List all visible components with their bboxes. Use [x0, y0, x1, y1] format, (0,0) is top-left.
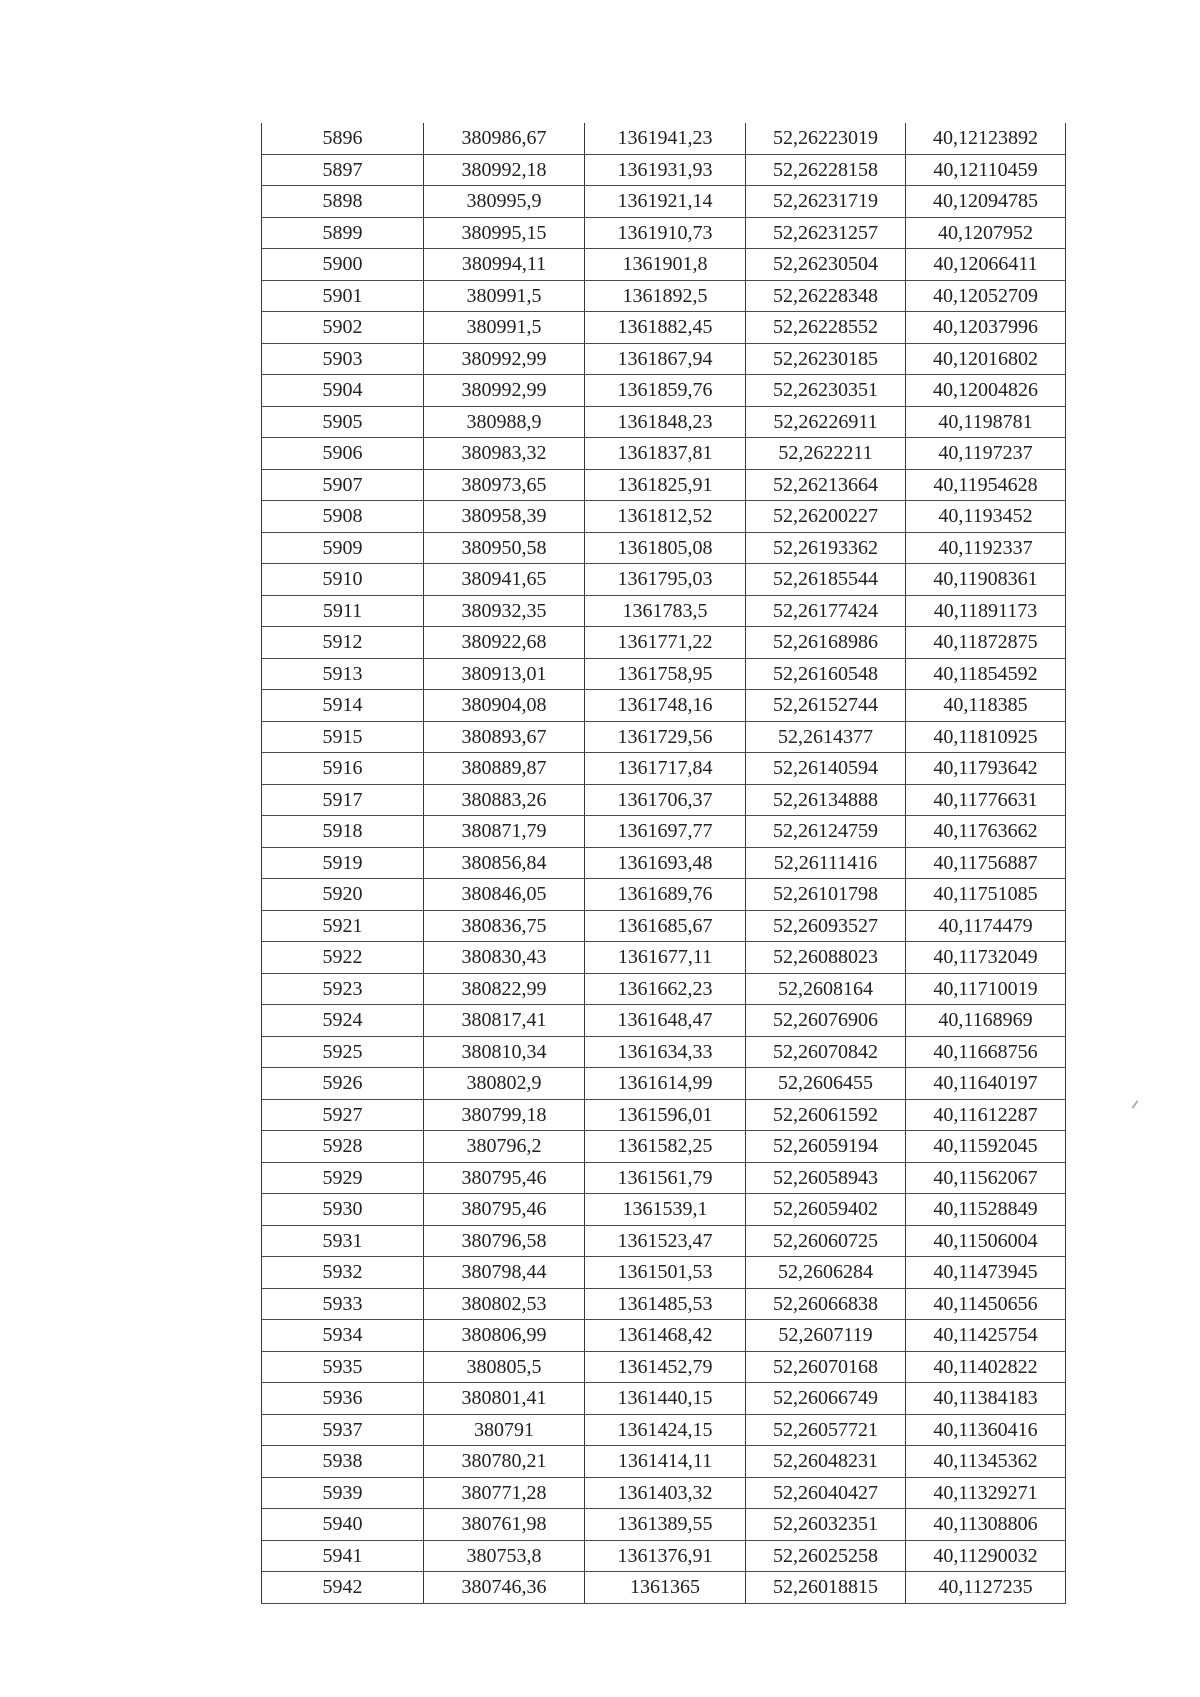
- y-coordinate-cell: 1361795,03: [585, 564, 746, 596]
- table-row: [262, 375, 1066, 407]
- table-row: [262, 973, 1066, 1005]
- y-coordinate-cell: 1361825,91: [585, 469, 746, 501]
- y-coordinate-cell: 1361717,84: [585, 753, 746, 785]
- table-row: [262, 595, 1066, 627]
- x-coordinate-cell: 380995,15: [424, 217, 585, 249]
- longitude-cell: 40,118385: [906, 690, 1066, 722]
- latitude-cell: 52,2608164: [746, 973, 906, 1005]
- y-coordinate-cell: 1361468,42: [585, 1320, 746, 1352]
- latitude-cell: 52,26140594: [746, 753, 906, 785]
- y-coordinate-cell: 1361648,47: [585, 1005, 746, 1037]
- x-coordinate-cell: 380988,9: [424, 406, 585, 438]
- y-coordinate-cell: 1361677,11: [585, 942, 746, 974]
- x-coordinate-cell: 380986,67: [424, 123, 585, 154]
- x-coordinate-cell: 380795,46: [424, 1194, 585, 1226]
- longitude-cell: 40,12016802: [906, 343, 1066, 375]
- table-row: [262, 721, 1066, 753]
- point-number-cell: 5919: [262, 847, 424, 879]
- longitude-cell: 40,11640197: [906, 1068, 1066, 1100]
- x-coordinate-cell: 380799,18: [424, 1099, 585, 1131]
- latitude-cell: 52,26231719: [746, 186, 906, 218]
- y-coordinate-cell: 1361859,76: [585, 375, 746, 407]
- table-row: [262, 942, 1066, 974]
- longitude-cell: 40,12110459: [906, 154, 1066, 186]
- latitude-cell: 52,26231257: [746, 217, 906, 249]
- x-coordinate-cell: 380856,84: [424, 847, 585, 879]
- point-number-cell: 5896: [262, 123, 424, 154]
- table-row: [262, 1351, 1066, 1383]
- coordinates-table: [261, 123, 1066, 1604]
- longitude-cell: 40,11776631: [906, 784, 1066, 816]
- latitude-cell: 52,26057721: [746, 1414, 906, 1446]
- x-coordinate-cell: 380761,98: [424, 1509, 585, 1541]
- longitude-cell: 40,11425754: [906, 1320, 1066, 1352]
- y-coordinate-cell: 1361523,47: [585, 1225, 746, 1257]
- latitude-cell: 52,26040427: [746, 1477, 906, 1509]
- point-number-cell: 5912: [262, 627, 424, 659]
- longitude-cell: 40,12052709: [906, 280, 1066, 312]
- point-number-cell: 5935: [262, 1351, 424, 1383]
- latitude-cell: 52,26223019: [746, 123, 906, 154]
- y-coordinate-cell: 1361697,77: [585, 816, 746, 848]
- latitude-cell: 52,26059402: [746, 1194, 906, 1226]
- y-coordinate-cell: 1361582,25: [585, 1131, 746, 1163]
- x-coordinate-cell: 380983,32: [424, 438, 585, 470]
- table-row: [262, 1257, 1066, 1289]
- x-coordinate-cell: 380871,79: [424, 816, 585, 848]
- scan-mark: [1132, 1100, 1139, 1109]
- longitude-cell: 40,11954628: [906, 469, 1066, 501]
- point-number-cell: 5907: [262, 469, 424, 501]
- table-row: [262, 1383, 1066, 1415]
- longitude-cell: 40,12004826: [906, 375, 1066, 407]
- y-coordinate-cell: 1361596,01: [585, 1099, 746, 1131]
- table-row: [262, 249, 1066, 281]
- x-coordinate-cell: 380802,53: [424, 1288, 585, 1320]
- longitude-cell: 40,1207952: [906, 217, 1066, 249]
- point-number-cell: 5930: [262, 1194, 424, 1226]
- point-number-cell: 5938: [262, 1446, 424, 1478]
- longitude-cell: 40,11450656: [906, 1288, 1066, 1320]
- y-coordinate-cell: 1361867,94: [585, 343, 746, 375]
- latitude-cell: 52,26101798: [746, 879, 906, 911]
- y-coordinate-cell: 1361771,22: [585, 627, 746, 659]
- x-coordinate-cell: 380913,01: [424, 658, 585, 690]
- table-row: [262, 627, 1066, 659]
- x-coordinate-cell: 380932,35: [424, 595, 585, 627]
- x-coordinate-cell: 380798,44: [424, 1257, 585, 1289]
- point-number-cell: 5909: [262, 532, 424, 564]
- table-row: [262, 186, 1066, 218]
- point-number-cell: 5905: [262, 406, 424, 438]
- point-number-cell: 5914: [262, 690, 424, 722]
- latitude-cell: 52,26213664: [746, 469, 906, 501]
- table-body: [262, 123, 1066, 1603]
- point-number-cell: 5937: [262, 1414, 424, 1446]
- y-coordinate-cell: 1361812,52: [585, 501, 746, 533]
- y-coordinate-cell: 1361837,81: [585, 438, 746, 470]
- longitude-cell: 40,11710019: [906, 973, 1066, 1005]
- x-coordinate-cell: 380806,99: [424, 1320, 585, 1352]
- longitude-cell: 40,11528849: [906, 1194, 1066, 1226]
- x-coordinate-cell: 380958,39: [424, 501, 585, 533]
- table-row: [262, 879, 1066, 911]
- latitude-cell: 52,2614377: [746, 721, 906, 753]
- point-number-cell: 5911: [262, 595, 424, 627]
- table-row: [262, 1162, 1066, 1194]
- y-coordinate-cell: 1361748,16: [585, 690, 746, 722]
- point-number-cell: 5929: [262, 1162, 424, 1194]
- x-coordinate-cell: 380801,41: [424, 1383, 585, 1415]
- x-coordinate-cell: 380893,67: [424, 721, 585, 753]
- table-row: [262, 532, 1066, 564]
- longitude-cell: 40,11908361: [906, 564, 1066, 596]
- table-row: [262, 1036, 1066, 1068]
- point-number-cell: 5920: [262, 879, 424, 911]
- point-number-cell: 5933: [262, 1288, 424, 1320]
- latitude-cell: 52,26070168: [746, 1351, 906, 1383]
- point-number-cell: 5926: [262, 1068, 424, 1100]
- x-coordinate-cell: 380994,11: [424, 249, 585, 281]
- point-number-cell: 5918: [262, 816, 424, 848]
- y-coordinate-cell: 1361783,5: [585, 595, 746, 627]
- x-coordinate-cell: 380802,9: [424, 1068, 585, 1100]
- table-row: [262, 1068, 1066, 1100]
- y-coordinate-cell: 1361634,33: [585, 1036, 746, 1068]
- table-row: [262, 501, 1066, 533]
- longitude-cell: 40,11345362: [906, 1446, 1066, 1478]
- table-row: [262, 312, 1066, 344]
- x-coordinate-cell: 380904,08: [424, 690, 585, 722]
- table-row: [262, 1446, 1066, 1478]
- x-coordinate-cell: 380973,65: [424, 469, 585, 501]
- point-number-cell: 5923: [262, 973, 424, 1005]
- latitude-cell: 52,26228158: [746, 154, 906, 186]
- point-number-cell: 5936: [262, 1383, 424, 1415]
- latitude-cell: 52,26160548: [746, 658, 906, 690]
- longitude-cell: 40,1192337: [906, 532, 1066, 564]
- y-coordinate-cell: 1361539,1: [585, 1194, 746, 1226]
- table-row: [262, 910, 1066, 942]
- x-coordinate-cell: 380836,75: [424, 910, 585, 942]
- longitude-cell: 40,12037996: [906, 312, 1066, 344]
- point-number-cell: 5924: [262, 1005, 424, 1037]
- longitude-cell: 40,11872875: [906, 627, 1066, 659]
- table-row: [262, 1509, 1066, 1541]
- latitude-cell: 52,26124759: [746, 816, 906, 848]
- point-number-cell: 5906: [262, 438, 424, 470]
- point-number-cell: 5908: [262, 501, 424, 533]
- x-coordinate-cell: 380796,58: [424, 1225, 585, 1257]
- latitude-cell: 52,26200227: [746, 501, 906, 533]
- table-row: [262, 1225, 1066, 1257]
- latitude-cell: 52,26168986: [746, 627, 906, 659]
- y-coordinate-cell: 1361389,55: [585, 1509, 746, 1541]
- longitude-cell: 40,11402822: [906, 1351, 1066, 1383]
- longitude-cell: 40,11329271: [906, 1477, 1066, 1509]
- y-coordinate-cell: 1361365: [585, 1572, 746, 1604]
- longitude-cell: 40,11290032: [906, 1540, 1066, 1572]
- y-coordinate-cell: 1361485,53: [585, 1288, 746, 1320]
- point-number-cell: 5931: [262, 1225, 424, 1257]
- latitude-cell: 52,26134888: [746, 784, 906, 816]
- longitude-cell: 40,11506004: [906, 1225, 1066, 1257]
- table-row: [262, 658, 1066, 690]
- point-number-cell: 5901: [262, 280, 424, 312]
- point-number-cell: 5925: [262, 1036, 424, 1068]
- table-row: [262, 280, 1066, 312]
- y-coordinate-cell: 1361685,67: [585, 910, 746, 942]
- y-coordinate-cell: 1361931,93: [585, 154, 746, 186]
- table-row: [262, 690, 1066, 722]
- x-coordinate-cell: 380771,28: [424, 1477, 585, 1509]
- longitude-cell: 40,11473945: [906, 1257, 1066, 1289]
- latitude-cell: 52,26060725: [746, 1225, 906, 1257]
- x-coordinate-cell: 380922,68: [424, 627, 585, 659]
- latitude-cell: 52,26066838: [746, 1288, 906, 1320]
- point-number-cell: 5898: [262, 186, 424, 218]
- point-number-cell: 5902: [262, 312, 424, 344]
- table-row: [262, 1005, 1066, 1037]
- longitude-cell: 40,1127235: [906, 1572, 1066, 1604]
- table-row: [262, 217, 1066, 249]
- x-coordinate-cell: 380992,99: [424, 343, 585, 375]
- table-row: [262, 1288, 1066, 1320]
- table-row: [262, 406, 1066, 438]
- y-coordinate-cell: 1361901,8: [585, 249, 746, 281]
- point-number-cell: 5899: [262, 217, 424, 249]
- point-number-cell: 5928: [262, 1131, 424, 1163]
- latitude-cell: 52,26066749: [746, 1383, 906, 1415]
- table-row: [262, 154, 1066, 186]
- longitude-cell: 40,11732049: [906, 942, 1066, 974]
- table-row: [262, 1194, 1066, 1226]
- longitude-cell: 40,1197237: [906, 438, 1066, 470]
- y-coordinate-cell: 1361758,95: [585, 658, 746, 690]
- table-row: [262, 1099, 1066, 1131]
- longitude-cell: 40,11751085: [906, 879, 1066, 911]
- longitude-cell: 40,1174479: [906, 910, 1066, 942]
- latitude-cell: 52,26059194: [746, 1131, 906, 1163]
- latitude-cell: 52,26185544: [746, 564, 906, 596]
- latitude-cell: 52,2606284: [746, 1257, 906, 1289]
- y-coordinate-cell: 1361376,91: [585, 1540, 746, 1572]
- longitude-cell: 40,11756887: [906, 847, 1066, 879]
- point-number-cell: 5932: [262, 1257, 424, 1289]
- point-number-cell: 5941: [262, 1540, 424, 1572]
- x-coordinate-cell: 380795,46: [424, 1162, 585, 1194]
- point-number-cell: 5939: [262, 1477, 424, 1509]
- y-coordinate-cell: 1361941,23: [585, 123, 746, 154]
- table-row: [262, 1477, 1066, 1509]
- x-coordinate-cell: 380805,5: [424, 1351, 585, 1383]
- x-coordinate-cell: 380941,65: [424, 564, 585, 596]
- x-coordinate-cell: 380889,87: [424, 753, 585, 785]
- longitude-cell: 40,11308806: [906, 1509, 1066, 1541]
- point-number-cell: 5921: [262, 910, 424, 942]
- x-coordinate-cell: 380992,99: [424, 375, 585, 407]
- x-coordinate-cell: 380883,26: [424, 784, 585, 816]
- longitude-cell: 40,11763662: [906, 816, 1066, 848]
- y-coordinate-cell: 1361910,73: [585, 217, 746, 249]
- x-coordinate-cell: 380992,18: [424, 154, 585, 186]
- latitude-cell: 52,26111416: [746, 847, 906, 879]
- x-coordinate-cell: 380810,34: [424, 1036, 585, 1068]
- y-coordinate-cell: 1361403,32: [585, 1477, 746, 1509]
- y-coordinate-cell: 1361424,15: [585, 1414, 746, 1446]
- latitude-cell: 52,26018815: [746, 1572, 906, 1604]
- point-number-cell: 5913: [262, 658, 424, 690]
- y-coordinate-cell: 1361848,23: [585, 406, 746, 438]
- point-number-cell: 5897: [262, 154, 424, 186]
- y-coordinate-cell: 1361414,11: [585, 1446, 746, 1478]
- x-coordinate-cell: 380950,58: [424, 532, 585, 564]
- longitude-cell: 40,11854592: [906, 658, 1066, 690]
- longitude-cell: 40,12094785: [906, 186, 1066, 218]
- point-number-cell: 5927: [262, 1099, 424, 1131]
- x-coordinate-cell: 380780,21: [424, 1446, 585, 1478]
- latitude-cell: 52,26058943: [746, 1162, 906, 1194]
- latitude-cell: 52,26177424: [746, 595, 906, 627]
- x-coordinate-cell: 380830,43: [424, 942, 585, 974]
- latitude-cell: 52,26076906: [746, 1005, 906, 1037]
- y-coordinate-cell: 1361693,48: [585, 847, 746, 879]
- y-coordinate-cell: 1361689,76: [585, 879, 746, 911]
- latitude-cell: 52,26061592: [746, 1099, 906, 1131]
- x-coordinate-cell: 380796,2: [424, 1131, 585, 1163]
- longitude-cell: 40,12123892: [906, 123, 1066, 154]
- table-row: [262, 1572, 1066, 1604]
- y-coordinate-cell: 1361501,53: [585, 1257, 746, 1289]
- latitude-cell: 52,26032351: [746, 1509, 906, 1541]
- x-coordinate-cell: 380746,36: [424, 1572, 585, 1604]
- latitude-cell: 52,26230504: [746, 249, 906, 281]
- latitude-cell: 52,26088023: [746, 942, 906, 974]
- longitude-cell: 40,11384183: [906, 1383, 1066, 1415]
- latitude-cell: 52,26230185: [746, 343, 906, 375]
- longitude-cell: 40,11891173: [906, 595, 1066, 627]
- longitude-cell: 40,11612287: [906, 1099, 1066, 1131]
- point-number-cell: 5942: [262, 1572, 424, 1604]
- table-row: [262, 564, 1066, 596]
- longitude-cell: 40,11592045: [906, 1131, 1066, 1163]
- point-number-cell: 5903: [262, 343, 424, 375]
- latitude-cell: 52,26228348: [746, 280, 906, 312]
- point-number-cell: 5917: [262, 784, 424, 816]
- y-coordinate-cell: 1361662,23: [585, 973, 746, 1005]
- point-number-cell: 5904: [262, 375, 424, 407]
- longitude-cell: 40,11668756: [906, 1036, 1066, 1068]
- longitude-cell: 40,1193452: [906, 501, 1066, 533]
- latitude-cell: 52,26048231: [746, 1446, 906, 1478]
- latitude-cell: 52,2607119: [746, 1320, 906, 1352]
- y-coordinate-cell: 1361882,45: [585, 312, 746, 344]
- x-coordinate-cell: 380846,05: [424, 879, 585, 911]
- point-number-cell: 5915: [262, 721, 424, 753]
- y-coordinate-cell: 1361614,99: [585, 1068, 746, 1100]
- point-number-cell: 5900: [262, 249, 424, 281]
- longitude-cell: 40,12066411: [906, 249, 1066, 281]
- point-number-cell: 5922: [262, 942, 424, 974]
- y-coordinate-cell: 1361892,5: [585, 280, 746, 312]
- longitude-cell: 40,11562067: [906, 1162, 1066, 1194]
- latitude-cell: 52,26226911: [746, 406, 906, 438]
- table-row: [262, 1540, 1066, 1572]
- x-coordinate-cell: 380822,99: [424, 973, 585, 1005]
- latitude-cell: 52,26070842: [746, 1036, 906, 1068]
- x-coordinate-cell: 380791: [424, 1414, 585, 1446]
- x-coordinate-cell: 380991,5: [424, 312, 585, 344]
- longitude-cell: 40,11360416: [906, 1414, 1066, 1446]
- table-row: [262, 816, 1066, 848]
- latitude-cell: 52,26230351: [746, 375, 906, 407]
- longitude-cell: 40,1168969: [906, 1005, 1066, 1037]
- y-coordinate-cell: 1361805,08: [585, 532, 746, 564]
- latitude-cell: 52,26025258: [746, 1540, 906, 1572]
- latitude-cell: 52,2606455: [746, 1068, 906, 1100]
- latitude-cell: 52,26093527: [746, 910, 906, 942]
- latitude-cell: 52,26152744: [746, 690, 906, 722]
- table-row: [262, 1320, 1066, 1352]
- table-row: [262, 343, 1066, 375]
- x-coordinate-cell: 380995,9: [424, 186, 585, 218]
- table-row: [262, 847, 1066, 879]
- latitude-cell: 52,26228552: [746, 312, 906, 344]
- point-number-cell: 5910: [262, 564, 424, 596]
- y-coordinate-cell: 1361452,79: [585, 1351, 746, 1383]
- latitude-cell: 52,2622211: [746, 438, 906, 470]
- longitude-cell: 40,1198781: [906, 406, 1066, 438]
- table-row: [262, 469, 1066, 501]
- longitude-cell: 40,11810925: [906, 721, 1066, 753]
- longitude-cell: 40,11793642: [906, 753, 1066, 785]
- point-number-cell: 5940: [262, 1509, 424, 1541]
- x-coordinate-cell: 380753,8: [424, 1540, 585, 1572]
- x-coordinate-cell: 380817,41: [424, 1005, 585, 1037]
- y-coordinate-cell: 1361561,79: [585, 1162, 746, 1194]
- x-coordinate-cell: 380991,5: [424, 280, 585, 312]
- y-coordinate-cell: 1361729,56: [585, 721, 746, 753]
- y-coordinate-cell: 1361440,15: [585, 1383, 746, 1415]
- table-row: [262, 784, 1066, 816]
- table-row: [262, 438, 1066, 470]
- latitude-cell: 52,26193362: [746, 532, 906, 564]
- y-coordinate-cell: 1361921,14: [585, 186, 746, 218]
- table-row: [262, 1131, 1066, 1163]
- table-row: [262, 1414, 1066, 1446]
- point-number-cell: 5934: [262, 1320, 424, 1352]
- table-row: [262, 753, 1066, 785]
- y-coordinate-cell: 1361706,37: [585, 784, 746, 816]
- table-row: [262, 123, 1066, 154]
- point-number-cell: 5916: [262, 753, 424, 785]
